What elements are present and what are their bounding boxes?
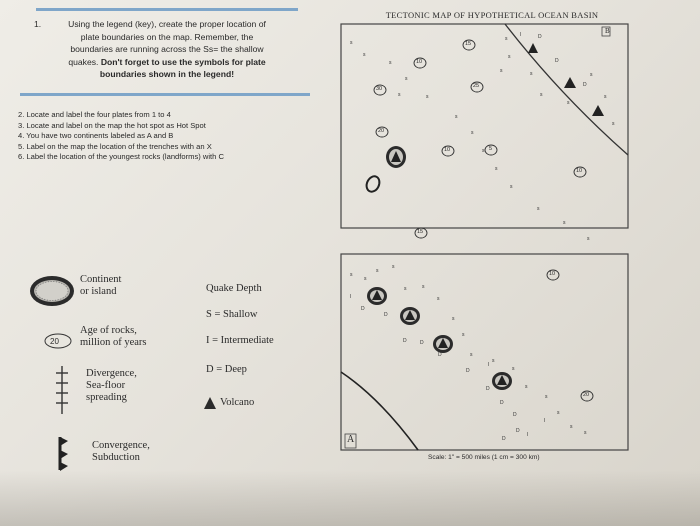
svg-text:s: s bbox=[392, 264, 395, 270]
instruction-item: 5. Label on the map the location of the trenches with an X bbox=[18, 141, 212, 151]
svg-text:s: s bbox=[570, 424, 573, 430]
svg-text:s: s bbox=[612, 121, 615, 127]
svg-text:s: s bbox=[587, 236, 590, 242]
question-1-line: quakes. Don't forget to use the symbols for plate bbox=[68, 56, 266, 67]
age-label: 5 bbox=[489, 146, 493, 152]
svg-text:D: D bbox=[403, 338, 407, 344]
legend-volcano: Volcano bbox=[220, 397, 255, 408]
svg-text:s: s bbox=[545, 394, 548, 400]
question-1-line: plate boundaries on the map. Remember, the bbox=[80, 31, 254, 42]
quake-marks bbox=[350, 32, 615, 442]
svg-text:s: s bbox=[584, 430, 587, 436]
svg-text:s: s bbox=[505, 36, 508, 42]
legend-age-label: Age of rocks, million of years bbox=[80, 325, 147, 348]
svg-text:I: I bbox=[488, 362, 490, 368]
svg-text:s: s bbox=[563, 220, 566, 226]
svg-text:s: s bbox=[530, 71, 533, 77]
svg-text:s: s bbox=[510, 184, 513, 190]
svg-text:D: D bbox=[420, 340, 424, 346]
svg-text:D: D bbox=[466, 368, 470, 374]
continent-b-coastline bbox=[505, 24, 628, 155]
map-frame-lower bbox=[341, 254, 628, 450]
svg-text:s: s bbox=[525, 384, 528, 390]
volcano-icon bbox=[592, 105, 604, 116]
age-label: 15 bbox=[417, 229, 424, 235]
svg-text:s: s bbox=[567, 100, 570, 106]
svg-text:D: D bbox=[502, 436, 506, 442]
svg-text:I: I bbox=[544, 418, 546, 424]
svg-text:s: s bbox=[405, 76, 408, 82]
age-label: 25 bbox=[473, 83, 480, 89]
svg-text:s: s bbox=[495, 166, 498, 172]
svg-text:s: s bbox=[398, 92, 401, 98]
svg-text:s: s bbox=[470, 352, 473, 358]
age-badge-text: 20 bbox=[50, 337, 59, 346]
svg-text:s: s bbox=[376, 268, 379, 274]
svg-text:s: s bbox=[604, 94, 607, 100]
svg-text:s: s bbox=[471, 130, 474, 136]
svg-text:D: D bbox=[555, 58, 559, 64]
legend-shallow: S = Shallow bbox=[206, 309, 258, 320]
svg-text:D: D bbox=[513, 412, 517, 418]
svg-text:s: s bbox=[437, 296, 440, 302]
svg-text:D: D bbox=[361, 306, 365, 312]
svg-text:D: D bbox=[538, 34, 542, 40]
island-volcano bbox=[386, 146, 406, 168]
svg-text:s: s bbox=[508, 54, 511, 60]
instruction-item: 4. You have two continents labeled as A and B bbox=[18, 131, 174, 140]
legend-quake-depth-title: Quake Depth bbox=[206, 283, 262, 294]
svg-text:D: D bbox=[516, 428, 520, 434]
age-label: 10 bbox=[444, 147, 451, 153]
svg-text:s: s bbox=[590, 72, 593, 78]
question-number: 1. bbox=[34, 19, 42, 29]
island-volcano bbox=[367, 287, 387, 305]
age-label: 30 bbox=[376, 86, 383, 92]
map-scale: Scale: 1" = 500 miles (1 cm = 300 km) bbox=[428, 454, 540, 461]
svg-text:s: s bbox=[540, 92, 543, 98]
svg-text:D: D bbox=[500, 400, 504, 406]
volcano-icon bbox=[564, 77, 576, 88]
age-label: 20 bbox=[378, 128, 385, 134]
map-frame-upper bbox=[341, 24, 628, 228]
svg-text:I: I bbox=[527, 432, 529, 438]
svg-text:s: s bbox=[462, 332, 465, 338]
instruction-item: 3. Locate and label on the map the hot spot as Hot Spot bbox=[18, 120, 206, 130]
svg-text:s: s bbox=[350, 272, 353, 278]
legend-deep: D = Deep bbox=[206, 364, 247, 375]
age-label: 10 bbox=[416, 59, 423, 65]
svg-text:s: s bbox=[455, 114, 458, 120]
age-label: 15 bbox=[465, 41, 472, 47]
svg-text:s: s bbox=[537, 206, 540, 212]
continent-a-label: A bbox=[347, 434, 355, 445]
question-1-line: Using the legend (key), create the proper location of bbox=[68, 19, 266, 29]
legend-intermediate: I = Intermediate bbox=[206, 335, 274, 346]
svg-text:s: s bbox=[482, 148, 485, 154]
age-label: 20 bbox=[583, 392, 590, 398]
island-volcano bbox=[492, 372, 512, 390]
svg-text:s: s bbox=[389, 60, 392, 66]
instruction-item: 2. Locate and label the four plates from 1 to 4 bbox=[18, 110, 171, 119]
svg-text:D: D bbox=[583, 82, 587, 88]
svg-text:s: s bbox=[404, 286, 407, 292]
age-label: 10 bbox=[576, 168, 583, 174]
svg-text:D: D bbox=[438, 352, 442, 358]
question-1-line: boundaries are running across the Ss= the shallow bbox=[70, 44, 264, 55]
svg-text:s: s bbox=[512, 366, 515, 372]
svg-text:D: D bbox=[486, 386, 490, 392]
map-title: TECTONIC MAP OF HYPOTHETICAL OCEAN BASIN bbox=[385, 10, 599, 20]
question-1-line: boundaries shown in the legend! bbox=[99, 69, 235, 80]
svg-text:s: s bbox=[452, 316, 455, 322]
svg-text:I: I bbox=[520, 32, 522, 38]
svg-text:s: s bbox=[492, 358, 495, 364]
svg-text:s: s bbox=[364, 276, 367, 282]
svg-text:s: s bbox=[350, 40, 353, 46]
svg-text:I: I bbox=[350, 294, 352, 300]
svg-text:s: s bbox=[426, 94, 429, 100]
legend-divergence-label: Divergence, Sea-floor spreading bbox=[86, 368, 137, 403]
continent-b-label: B bbox=[605, 27, 610, 35]
svg-text:s: s bbox=[422, 284, 425, 290]
volcano-icon bbox=[528, 43, 538, 53]
legend-continent-label: Continent or island bbox=[80, 274, 122, 297]
svg-text:D: D bbox=[384, 312, 388, 318]
svg-text:s: s bbox=[557, 410, 560, 416]
legend-convergence-label: Convergence, Subduction bbox=[92, 440, 150, 463]
svg-text:s: s bbox=[363, 52, 366, 58]
island-volcano bbox=[400, 307, 420, 325]
age-label: 10 bbox=[549, 271, 556, 277]
island-outline bbox=[364, 174, 382, 194]
svg-text:s: s bbox=[500, 68, 503, 74]
instruction-item: 6. Label the location of the youngest rocks (landforms) with C bbox=[18, 152, 224, 161]
island-volcano bbox=[433, 335, 453, 353]
